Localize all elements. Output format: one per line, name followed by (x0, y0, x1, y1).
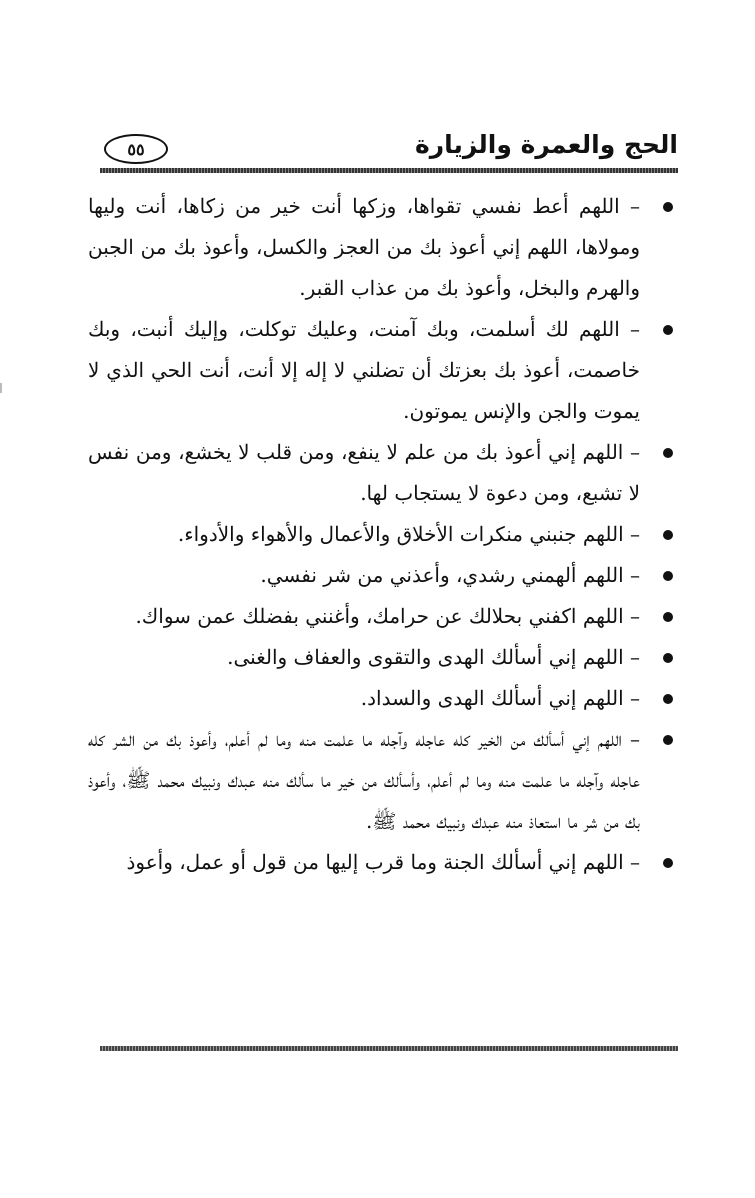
prayer-text: – اللهم جنبني منكرات الأخلاق والأعمال والأهواء والأدواء. (177, 522, 640, 546)
bullet-icon (663, 571, 673, 581)
list-item (88, 842, 678, 883)
list-item (88, 186, 678, 309)
margin-mark (0, 383, 2, 393)
prayer-text: – اللهم لك أسلمت، وبك آمنت، وعليك توكلت، وإليك أنبت، وبك خاصمت، أعوذ بك بعزتك أن تضلني لا إله إلا أنت، أنت الحي الذي لا يموت والجن والإنس يموتون. (88, 317, 640, 423)
prayer-text: – اللهم إني أسألك الهدى والتقوى والعفاف والغنى. (227, 645, 640, 669)
list-item (88, 432, 678, 514)
prayer-text: – اللهم إني أسألك الجنة وما قرب إليها من قول أو عمل، وأعوذ (126, 850, 640, 874)
bullet-icon (663, 325, 673, 335)
bullet-icon (663, 612, 673, 622)
bullet-icon (663, 653, 673, 663)
header-rule (100, 168, 678, 173)
prayer-text: – اللهم إني أسألك من الخير كله عاجله وآجله ما علمت منه وما لم أعلم، وأعوذ بك من الشر كله عاجله وآجله ما علمت منه وما لم أعلم، وأسألك من خير ما سألك منه عبدك ونبيك محمد ﷺ، وأعوذ بك من شر ما استعاذ منه عبدك ونبيك محمد ﷺ. (88, 727, 640, 833)
list-item (88, 637, 678, 678)
prayer-text: – اللهم اكفني بحلالك عن حرامك، وأغنني بفضلك عمن سواك. (135, 604, 640, 628)
bullet-icon (663, 694, 673, 704)
prayer-text: – اللهم أعط نفسي تقواها، وزكها أنت خير من زكاها، أنت وليها ومولاها، اللهم إني أعوذ بك من العجز والكسل، وأعوذ بك من الجبن والهرم والبخل، وأعوذ بك من عذاب القبر. (88, 194, 640, 300)
book-title: الحج والعمرة والزيارة (414, 130, 678, 159)
list-item (88, 596, 678, 637)
bullet-icon (663, 858, 673, 868)
bullet-icon (663, 448, 673, 458)
bullet-icon (663, 202, 673, 212)
list-item (88, 719, 678, 842)
prayer-text: – اللهم إني أعوذ بك من علم لا ينفع، ومن قلب لا يخشع، ومن نفس لا تشبع، ومن دعوة لا يستجاب لها. (88, 440, 640, 505)
page-number: ٥٥ (104, 134, 168, 164)
list-item (88, 309, 678, 432)
list-item (88, 514, 678, 555)
page-header (100, 128, 678, 168)
prayer-list (88, 186, 678, 883)
bullet-icon (663, 530, 673, 540)
list-item (88, 678, 678, 719)
list-item (88, 555, 678, 596)
prayer-text: – اللهم ألهمني رشدي، وأعذني من شر نفسي. (260, 563, 640, 587)
footer-rule (100, 1046, 678, 1051)
prayer-text: – اللهم إني أسألك الهدى والسداد. (360, 686, 640, 710)
bullet-icon (663, 735, 673, 745)
